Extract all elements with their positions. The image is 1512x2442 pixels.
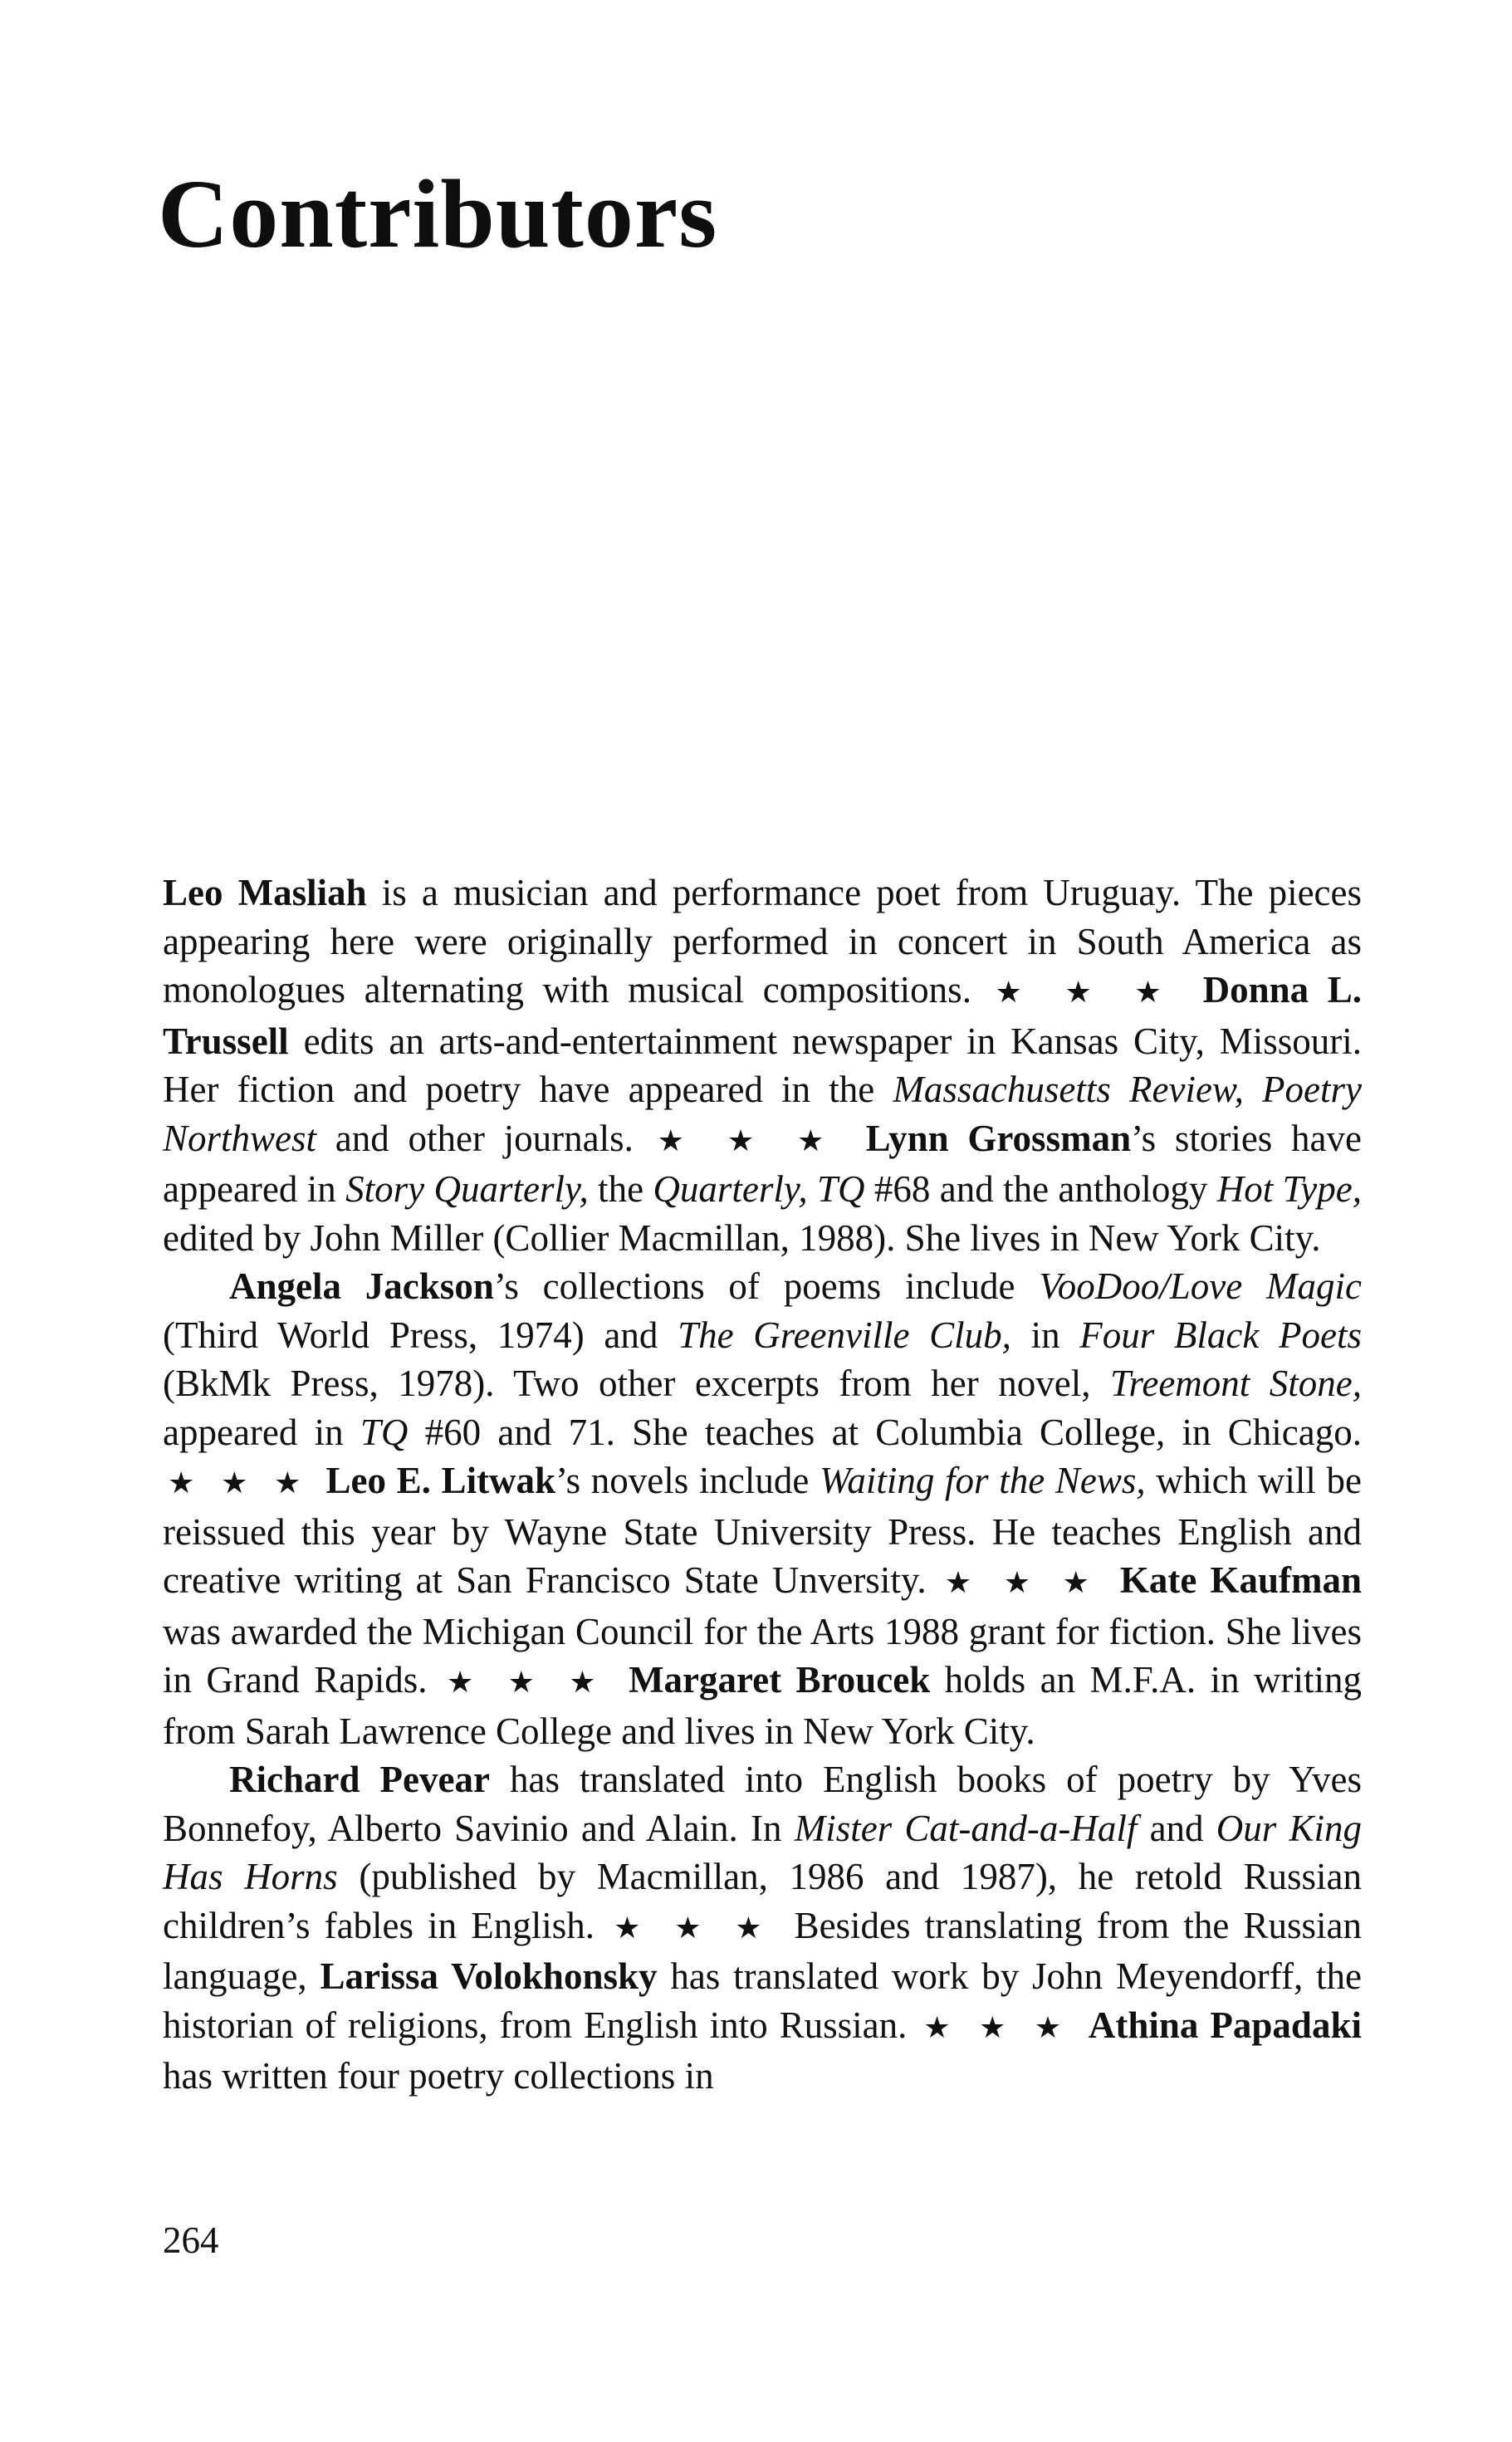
- separator-stars-icon: ★ ★ ★: [657, 1123, 842, 1157]
- body-text: ’s novels include: [555, 1460, 820, 1501]
- title-italic: The Greenville Club,: [678, 1314, 1011, 1356]
- title-italic: Massachusetts Review, Poetry Northwest: [163, 1069, 1362, 1159]
- paragraph: [163, 869, 1362, 1262]
- body-text: [316, 1460, 326, 1501]
- separator-stars-icon: ★ ★ ★: [614, 1911, 776, 1945]
- title-italic: Four Black Poets: [1079, 1314, 1362, 1356]
- contributor-name: Leo E. Litwak: [325, 1460, 556, 1501]
- contributors-body: [163, 869, 1362, 2101]
- body-text: edited by John Miller (Collier Macmillan, 1988). She lives in New York City.: [163, 1216, 1321, 1259]
- separator-stars-icon: ★ ★ ★: [923, 2010, 1072, 2044]
- body-text: ’s collections of poems include: [493, 1265, 1040, 1307]
- body-text: has translated into English books of poetry by Yves Bonnefoy, Alberto Savinio and Alain. In: [163, 1759, 1362, 1849]
- contributor-name: Richard Pevear: [229, 1759, 490, 1800]
- body-text: Besides translating from the Russian language,: [163, 1904, 1362, 1997]
- title-italic: VooDoo/Love Magic: [1039, 1265, 1362, 1307]
- title-italic: Treemont Stone,: [1109, 1363, 1362, 1404]
- body-text: (Third World Press, 1974) and: [163, 1314, 678, 1356]
- separator-stars-icon: ★ ★ ★: [446, 1666, 609, 1699]
- body-text: the: [588, 1168, 653, 1210]
- contributor-name: Athina Papadaki: [1088, 2004, 1362, 2046]
- contributor-name: Angela Jackson: [229, 1265, 494, 1307]
- paragraph: [163, 1262, 1362, 1755]
- title-italic: Hot Type,: [1216, 1168, 1362, 1210]
- contributor-name: Margaret Broucek: [629, 1659, 931, 1701]
- body-text: ’s stories have appeared in: [163, 1117, 1362, 1210]
- title-italic: Story Quarterly,: [345, 1168, 589, 1210]
- body-text: and: [1137, 1807, 1216, 1849]
- body-text: [847, 1118, 866, 1159]
- title-italic: Our King Has Horns: [163, 1807, 1362, 1897]
- body-text: (published by Macmillan, 1986 and 1987), he retold Russian children’s fables in English.: [163, 1856, 1362, 1946]
- body-text: which will be reissued this year by Wayne State University Press. He teaches English and creative writing at San Francisco State Unversity.: [163, 1460, 1363, 1601]
- contributor-name: Larissa Volokhonsky: [320, 1955, 658, 1997]
- body-text: and other journals.: [316, 1117, 653, 1159]
- page-title: Contributors: [158, 159, 718, 268]
- body-text: #68 and the anthology: [864, 1168, 1217, 1210]
- title-italic: Quarterly, TQ: [653, 1168, 865, 1210]
- body-text: (BkMk Press, 1978). Two other excerpts from her novel,: [163, 1363, 1110, 1404]
- title-italic: Mister Cat-and-a-Half: [794, 1807, 1138, 1849]
- body-text: has written four poetry collections in: [163, 2055, 714, 2097]
- body-text: edits an arts-and-entertainment newspaper in Kansas City, Missouri. Her fiction and poetry have appeared in the: [163, 1020, 1362, 1110]
- body-text: in: [1010, 1314, 1080, 1356]
- body-text: [1184, 969, 1203, 1011]
- contributor-name: Kate Kaufman: [1119, 1559, 1363, 1601]
- title-italic: Waiting for the News,: [820, 1460, 1146, 1501]
- body-text: [614, 1659, 629, 1701]
- contributor-name: Leo Masliah: [163, 872, 367, 913]
- separator-stars-icon: ★ ★ ★: [168, 1466, 311, 1500]
- separator-stars-icon: ★ ★ ★: [944, 1566, 1102, 1599]
- title-italic: TQ: [360, 1411, 409, 1453]
- contributor-name: Lynn Grossman: [865, 1117, 1132, 1159]
- body-text: [1107, 1559, 1120, 1601]
- body-text: holds an M.F.A. in writing from Sarah Lawrence College and lives in New York City.: [163, 1659, 1362, 1752]
- body-text: appeared in: [163, 1411, 360, 1453]
- separator-stars-icon: ★ ★ ★: [995, 976, 1179, 1009]
- body-text: has translated work by John Meyendorff, the historian of religions, from English into Russian.: [163, 1955, 1362, 2046]
- body-text: was awarded the Michigan Council for the Arts 1988 grant for fiction. She lives in Grand Rapids.: [163, 1610, 1362, 1701]
- paragraph: [163, 1755, 1362, 2101]
- contributor-name: Donna L. Trussell: [163, 969, 1362, 1062]
- body-text: is a musician and performance poet from Uruguay. The pieces appearing here were originally performed in concert in South America as monologues alternating with musical compositions.: [163, 872, 1362, 1011]
- body-text: [1077, 2004, 1089, 2046]
- page-number: 264: [163, 2219, 219, 2261]
- body-text: #60 and 71. She teaches at Columbia College, in Chicago.: [408, 1411, 1362, 1453]
